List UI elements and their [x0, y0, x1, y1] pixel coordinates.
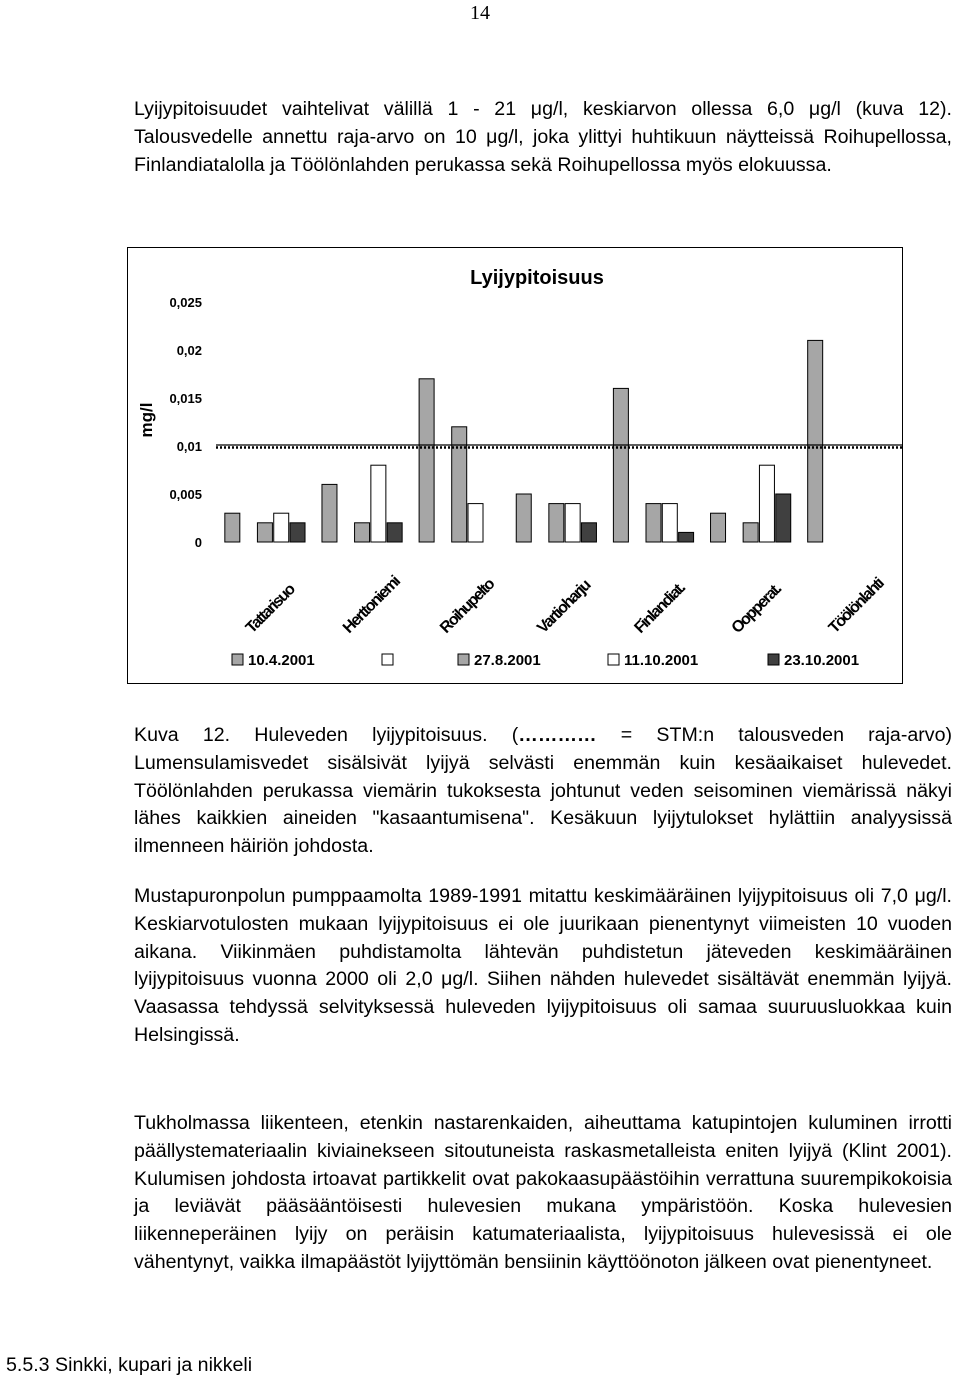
- bar: [565, 504, 580, 542]
- bar: [776, 494, 791, 542]
- x-tick-label: Oopperat.: [728, 580, 785, 637]
- legend-swatch: [232, 654, 243, 665]
- bar: [468, 504, 483, 542]
- bar: [759, 465, 774, 542]
- legend-label: 10.4.2001: [248, 652, 315, 669]
- bar: [516, 494, 531, 542]
- caption-dots: …………: [518, 724, 597, 746]
- caption-legend-text: = STM:n talousveden raja-arvo): [596, 724, 952, 746]
- figure-caption: [134, 722, 952, 861]
- bar: [711, 513, 726, 542]
- legend-swatch: [768, 654, 779, 665]
- bar: [549, 504, 564, 542]
- chart-canvas: [128, 248, 904, 685]
- caption-continuation: Lumensulamisvedet sisälsivät lyijyä selvästi enemmän kuin kesäaikaiset hulevedet. Töölönlahden perukassa viemärin tukoksesta johtunut veden seisominen viemärissä näkyi lähes kaikkien aineiden "kasaantumisena". Kesäkuun lyijytulokset hylättiin analyysissä ilmenneen häiriön johdosta.: [134, 751, 952, 858]
- x-tick-label: Tattarisuo: [242, 581, 299, 637]
- x-tick-label: Vartioharju: [534, 577, 594, 637]
- bar: [419, 379, 434, 542]
- caption-label: Kuva 12. Huleveden lyijypitoisuus. (: [134, 724, 519, 746]
- section-heading-5-5-3: 5.5.3 Sinkki, kupari ja nikkeli: [6, 1354, 253, 1376]
- x-tick-label: Finlandiat.: [631, 579, 689, 637]
- bar: [355, 523, 370, 542]
- y-axis-label: mg/l: [137, 402, 156, 438]
- y-tick-label: 0,02: [176, 343, 202, 358]
- chart-title: Lyijypitoisuus: [470, 267, 604, 289]
- x-tick-label: Töölönlahti: [825, 575, 887, 637]
- bar: [290, 523, 305, 542]
- paragraph-mustapuro: Mustapuronpolun pumppaamolta 1989-1991 mitattu keskimääräinen lyijypitoisuus oli 7,0 μg/l. Keskiarvotulosten mukaan lyijypitoisuus ei ole juurikaan pienentynyt viimeisten 10 vuoden aikana. Viikinmäen puhdistamolta lähtevän puhdistetun jäteveden keskimääräinen lyijypitoisuus vuonna 2000 oli 2,0 μg/l. Siihen nähden hulevedet sisältävät enemmän lyijyä. Vaasassa tehdyssä selvityksessä huleveden lyijypitoisuus oli samaa suuruusluokkaa kuin Helsingissä.: [134, 885, 952, 1046]
- bar: [225, 513, 240, 542]
- y-tick-label: 0,01: [176, 439, 202, 454]
- legend-label: 27.8.2001: [474, 652, 541, 669]
- bar: [581, 523, 596, 542]
- x-tick-label: Roihupelto: [437, 576, 498, 637]
- paragraph-tukholma: Tukholmassa liikenteen, etenkin nastarenkaiden, aiheuttama katupintojen kuluminen irrotti päällystemateriaalin kiviainekseen sitoutuneista raskasmetalleista eniten lyijyä (Klint 2001). Kulumisen johdosta irtoavat partikkelit ovat pakokaasupäästöihin verrattuna suurempikokoisia ja leviävät pääsääntöisesti hulevesien mukana ympäristöön. Koska hulevesien liikenneperäinen lyijy on peräisin katumateriaalista, lyijypitoisuus hulevesissä ei ole vähentynyt, vaikka ilmapäästöt lyijyttömän bensiinin käyttöönoton jälkeen ovat pienentyneet.: [134, 1112, 952, 1273]
- legend-swatch: [458, 654, 469, 665]
- bar: [613, 388, 628, 542]
- y-tick-label: 0,025: [169, 295, 202, 310]
- x-tick-label: Herttoniemi: [339, 573, 404, 637]
- bar: [371, 465, 386, 542]
- bar: [322, 484, 337, 542]
- bar: [679, 532, 694, 542]
- legend-swatch: [608, 654, 619, 665]
- intro-paragraph: Lyijypitoisuudet vaihtelivat välillä 1 - 21 μg/l, keskiarvon ollessa 6,0 μg/l (kuva 12). Talousvedelle annettu raja-arvo on 10 μg/l, joka ylittyi huhtikuun näytteissä Roihupellossa, Finlandiatalolla ja Töölönlahden perukassa sekä Roihupellossa myös elokuussa.: [134, 98, 952, 176]
- page-number: 14: [470, 2, 490, 24]
- bar: [274, 513, 289, 542]
- bar: [808, 340, 823, 542]
- y-tick-label: 0,005: [169, 487, 202, 502]
- legend-label: 11.10.2001: [624, 652, 699, 669]
- legend-label: 23.10.2001: [784, 652, 860, 669]
- bar: [387, 523, 402, 542]
- y-tick-label: 0: [194, 535, 202, 550]
- bar: [743, 523, 758, 542]
- y-tick-label: 0,015: [169, 391, 202, 406]
- lead-concentration-chart: [127, 247, 903, 684]
- bar: [452, 427, 467, 542]
- bar: [662, 504, 677, 542]
- bar: [257, 523, 272, 542]
- legend-swatch: [382, 654, 393, 665]
- bar: [646, 504, 661, 542]
